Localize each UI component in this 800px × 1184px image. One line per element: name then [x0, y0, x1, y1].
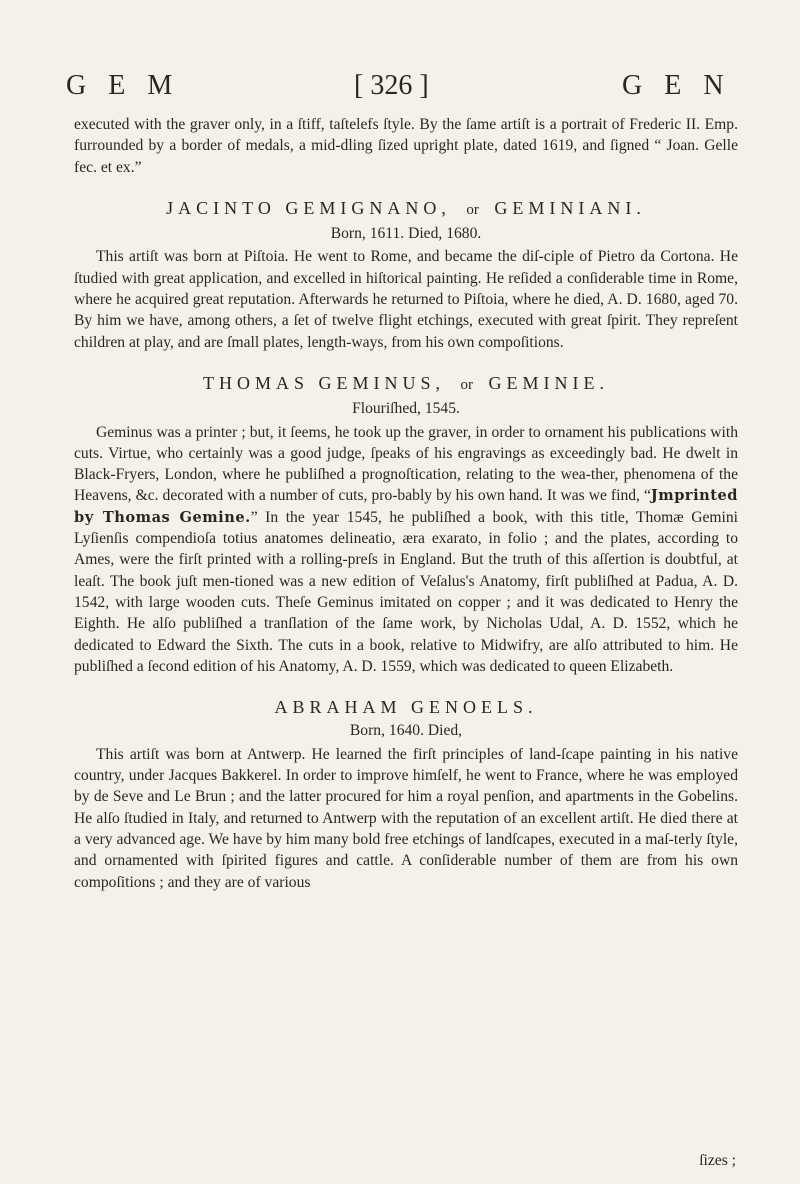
entry-text-gemignano: This artiſt was born at Piſtoia. He went to Rome, and became the diſ-ciple of Pietro da Cortona. He ſtudied with great application, and excelled in hiſtorical painting. He reſided a conſiderable time in Rome, where he acquired great reputation. Afterwards he returned to Piſtoia, where he died, A. D. 1680, aged 70. By him we have, among others, a ſet of twelve flight etchings, executed with great ſpirit. They repreſent children at play, and are ſmall plates, length-ways, from his own compoſitions.: [74, 248, 738, 351]
page-body: [74, 114, 738, 893]
entry-dates: Born, 1611. Died, 1680.: [330, 225, 482, 243]
page-number: [ 326 ]: [354, 70, 429, 101]
intro-paragraph: executed with the graver only, in a ſtiff, taſtelefs ſtyle. By the ſame artiſt is a portrait of Frederic II. Emp. furrounded by a border of medals, a mid-dling ſized upright plate, dated 1619, and ſigned “ Joan. Gelle fec. et ex.”: [74, 116, 738, 176]
header-right: GEN: [622, 70, 746, 101]
entry-text-part: ” In the year 1545, he publiſhed a book, with this title, Thomæ Gemini Lyſienſis compendioſa totius anatomes delineatio, æra exarato, in folio ; and the plates, according to Ames, were the firſt printed with a rolling-preſs in England. But the truth of this aſſertion is doubtful, at leaſt. The book juſt men-tioned was a new edition of Veſalus's Anatomy, firſt publiſhed at Padua, A. D. 1542, with large wooden cuts. Theſe Geminus imitated on copper ; and it was dedicated to Henry the Eighth. He alſo publiſhed a tranſlation of the ſame work, by Nicholas Udal, A. D. 1552, which he dedicated to Edward the Sixth. The cuts in a book, relative to Midwifry, are alſo attributed to him. He publiſhed a ſecond edition of his Anatomy, A. D. 1559, which was dedicated to queen Elizabeth.: [74, 508, 739, 675]
blackletter-imprint: Jmprinted by Thomas Gemine.: [74, 487, 738, 526]
entry-text-geminus: [74, 422, 738, 678]
entry-name: THOMAS GEMINUS,: [203, 372, 446, 393]
header-left: GEM: [66, 70, 195, 101]
entry-dates: Flouriſhed, 1545.: [352, 400, 460, 418]
entry-name: JACINTO GEMIGNANO,: [166, 197, 451, 218]
entry-alt-name: GEMINIE.: [488, 372, 609, 393]
running-header: [60, 70, 746, 101]
entry-text-part: Geminus was a printer ; but, it ſeems, he took up the graver, in order to ornament his publications with cuts. Virtue, who certainly was a good judge, ſpeaks of his engravings as exceedingly bad. He dwelt in Black-Fryers, London, where he publiſhed a prognoſtication, relating to the wea-ther, phenomena of the Heavens, &c. decorated with a number of cuts, pro-bably by his own hand. It was we find, “: [74, 423, 738, 505]
catchword: ſizes ;: [699, 1152, 736, 1169]
entry-heading-genoels: [74, 697, 738, 718]
entry-heading-geminus: [74, 373, 738, 396]
entry-dates: Born, 1640. Died,: [349, 722, 463, 740]
entry-text-genoels: This artiſt was born at Antwerp. He learned the firſt principles of land-ſcape painting in his native country, under Jacques Bakkerel. In order to improve himſelf, he went to France, where he was employed by de Seve and Le Brun ; and the latter procured for him a royal penſion, and apartments in the Gobelins. He alſo ſtudied in Italy, and returned to Antwerp with the reputation of an excellent artiſt. He died there at a very advanced age. We have by him many bold free etchings of landſcapes, executed in a maſ-terly ſtyle, and ornamented with ſpirited figures and cattle. A conſiderable number of them are from his own compoſitions ; and they are of various: [74, 745, 738, 891]
entry-alt-name: GEMINIANI.: [494, 197, 646, 218]
entry-name: ABRAHAM GENOELS.: [274, 697, 538, 718]
entry-heading-gemignano: [74, 198, 738, 221]
entry-or: or: [460, 376, 474, 393]
entry-or: or: [466, 201, 479, 218]
